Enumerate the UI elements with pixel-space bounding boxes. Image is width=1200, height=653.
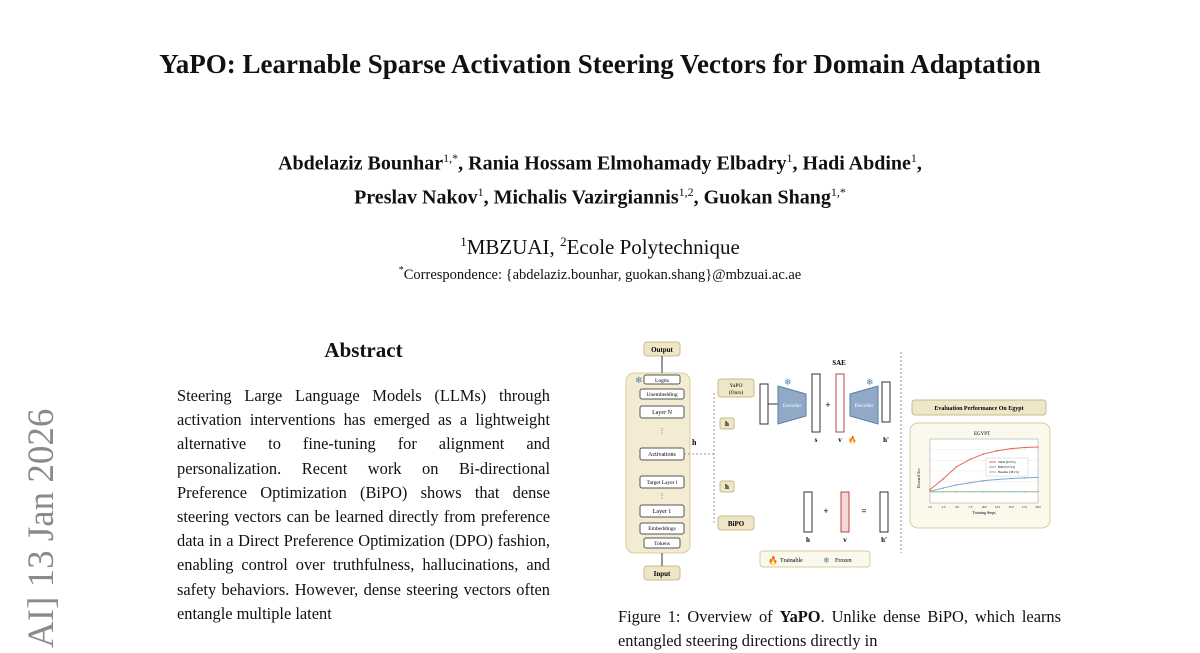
legend-frozen: Frozen xyxy=(835,558,852,564)
author-name: Hadi Abdine xyxy=(802,152,911,175)
sae-label: SAE xyxy=(832,359,846,367)
chart-point xyxy=(969,458,971,460)
snowflake-icon: ❄ xyxy=(866,377,874,387)
bipo-pipeline xyxy=(804,492,888,544)
layer-label: Tokens xyxy=(654,541,670,547)
v-label: v xyxy=(838,436,842,444)
layer-label: Unembedding xyxy=(646,392,678,398)
s-label: s xyxy=(814,436,818,444)
paper-title: YaPO: Learnable Sparse Activation Steering Vectors for Domain Adaptation xyxy=(159,49,1041,79)
plus-sign: + xyxy=(825,400,831,410)
author-name: Guokan Shang xyxy=(703,186,831,209)
chart-xtick-label: 7.5 xyxy=(968,505,973,509)
h-prime-label: h' xyxy=(881,536,887,544)
chart-point xyxy=(1010,478,1012,480)
chart-point xyxy=(942,491,944,493)
reward-chart xyxy=(916,432,1041,515)
snowflake-icon: ❄ xyxy=(635,375,643,385)
chart-xtick-label: 12.5 xyxy=(994,505,1001,509)
chart-point xyxy=(1024,447,1026,449)
layer-label: Layer N xyxy=(652,410,672,416)
chart-point xyxy=(956,484,958,486)
chart-point xyxy=(1024,491,1026,493)
layer-label: Embeddings xyxy=(648,526,676,532)
encoder-label: Encoder xyxy=(782,403,802,409)
chart-point xyxy=(996,450,998,452)
chart-xtick-label: 17.5 xyxy=(1021,505,1028,509)
corr-mark: * xyxy=(398,265,404,276)
author-name: Michalis Vazirgiannis xyxy=(493,186,679,209)
eval-title: Evaluation Performance On Egypt xyxy=(934,406,1024,412)
chart-point xyxy=(1010,491,1012,493)
vector-h-prime xyxy=(882,382,890,422)
affil-mark: 1 xyxy=(460,234,467,249)
chart-point xyxy=(1037,446,1039,448)
vector-s xyxy=(812,374,820,432)
v-label: v xyxy=(843,536,847,544)
chart-point xyxy=(929,491,931,493)
author-line-1 xyxy=(150,144,1050,178)
chart-title: EGYPT xyxy=(973,432,991,437)
decoder-label: Decoder xyxy=(854,403,874,409)
chart-point xyxy=(983,480,985,482)
author-name: Abdelaziz Bounhar xyxy=(278,152,444,175)
plus-sign: + xyxy=(823,506,829,516)
vector-v xyxy=(841,492,849,532)
chart-xlabel: Training Steps xyxy=(972,510,996,515)
chart-legend-label: Baseline (38.1%) xyxy=(998,470,1019,474)
vector-h-prime xyxy=(880,492,888,532)
author-sep: , xyxy=(792,152,803,175)
author-sep: , xyxy=(916,152,922,175)
author-affil-mark: 1 xyxy=(910,151,917,165)
arxiv-stamp: AI] 13 Jan 2026 xyxy=(21,408,62,648)
input-label: Input xyxy=(653,570,671,578)
snowflake-icon: ❄ xyxy=(784,377,792,387)
author-line-2 xyxy=(150,178,1050,212)
figure-caption xyxy=(618,605,1061,653)
chart-point xyxy=(969,482,971,484)
chart-legend-label: YaPO (93.5%) xyxy=(998,460,1016,464)
chart-xtick-label: 10.0 xyxy=(981,505,987,509)
chart-point xyxy=(996,491,998,493)
vector-h xyxy=(760,384,768,424)
layer-label: Target Layer l xyxy=(646,480,678,486)
chart-point xyxy=(1037,491,1039,493)
chart-point xyxy=(1024,477,1026,479)
correspondence xyxy=(150,262,1050,284)
layer-ellipsis: ⋮ xyxy=(658,492,666,500)
author-affil-mark: 1 xyxy=(477,184,484,199)
overview-figure xyxy=(618,338,1058,588)
chart-point xyxy=(1010,448,1012,450)
h-prime-label: h' xyxy=(883,436,889,444)
author-affil-mark: 1,* xyxy=(443,151,459,165)
abstract-heading: Abstract xyxy=(324,338,403,362)
affil-mark: 2 xyxy=(560,234,567,249)
chart-xtick-label: 5.0 xyxy=(955,505,959,509)
chart-point xyxy=(983,453,985,455)
chart-xtick-label: 1.0 xyxy=(928,505,932,509)
flame-icon: 🔥 xyxy=(848,436,857,444)
chart-point xyxy=(969,491,971,493)
h-tag-label: h xyxy=(725,420,729,428)
layer-label: Layer 1 xyxy=(652,509,672,515)
layer-ellipsis: ⋮ xyxy=(658,427,666,435)
chart-xtick-label: 15.0 xyxy=(1008,505,1014,509)
chart-point xyxy=(983,491,985,493)
equals-sign: = xyxy=(861,506,867,516)
bipo-label: BiPO xyxy=(727,520,745,528)
author-affil-mark: 1 xyxy=(786,151,793,165)
chart-point xyxy=(929,489,931,491)
corr-text: Correspondence: {abdelaziz.bounhar, guokan.shang}@mbzuai.ac.ae xyxy=(403,266,802,283)
chart-ylabel: Reward Acc xyxy=(916,468,921,488)
snowflake-icon: ❄ xyxy=(823,556,830,565)
flame-icon: 🔥 xyxy=(768,556,778,565)
caption-rest: . Unlike dense BiPO, which learns entangled steering directions directly in xyxy=(618,607,1061,650)
affiliations xyxy=(150,229,1050,260)
author-list xyxy=(150,144,1050,211)
author-name: Preslav Nakov xyxy=(354,186,478,209)
author-sep: , xyxy=(458,152,469,175)
chart-point xyxy=(1037,477,1039,479)
author-affil-mark: 1,* xyxy=(830,184,846,199)
caption-prefix: Figure 1: Overview of xyxy=(618,607,780,626)
yapo-label: YaPO xyxy=(729,383,743,389)
layer-label: Activations xyxy=(648,452,676,458)
chart-point xyxy=(942,487,944,489)
layer-label: Logits xyxy=(654,378,670,384)
yapo-pipeline xyxy=(760,359,890,444)
legend-trainable: Trainable xyxy=(780,558,803,564)
chart-point xyxy=(942,478,944,480)
chart-xtick-label: 2.5 xyxy=(941,505,946,509)
h-label: h xyxy=(692,438,697,447)
chart-point xyxy=(996,479,998,481)
chart-point xyxy=(956,466,958,468)
chart-point xyxy=(956,491,958,493)
vector-v xyxy=(836,374,844,432)
caption-bold: YaPO xyxy=(779,607,821,626)
chart-xtick-label: 20.0 xyxy=(1035,505,1041,509)
output-label: Output xyxy=(651,346,673,354)
h-label: h xyxy=(806,536,810,544)
author-affil-mark: 1,2 xyxy=(678,184,694,199)
vector-h xyxy=(804,492,812,532)
affiliation-name: Ecole Polytechnique xyxy=(566,235,740,259)
author-sep: , xyxy=(693,186,704,209)
author-sep: , xyxy=(483,186,494,209)
author-name: Rania Hossam Elmohamady Elbadry xyxy=(468,152,787,175)
h-tag-label: h xyxy=(725,483,729,491)
yapo-sublabel: (Ours) xyxy=(728,390,744,396)
chart-legend-label: BiPO (55.3%) xyxy=(998,465,1016,469)
affiliation-name: MBZUAI, xyxy=(466,235,561,259)
abstract-text: Steering Large Language Models (LLMs) through activation interventions has emerged as a lightweight alternative to fine-tuning for alignment and personalization. Recent work on Bi-directional Preference Optimization (BiPO) shows that dense steering vectors can be learned directly from preference data in a Direct Preference Optimization (DPO) fashion, enabling control over truthfulness, hallucinations, and safety behaviors. However, dense steering vectors often entangle multiple latent xyxy=(177,386,550,623)
